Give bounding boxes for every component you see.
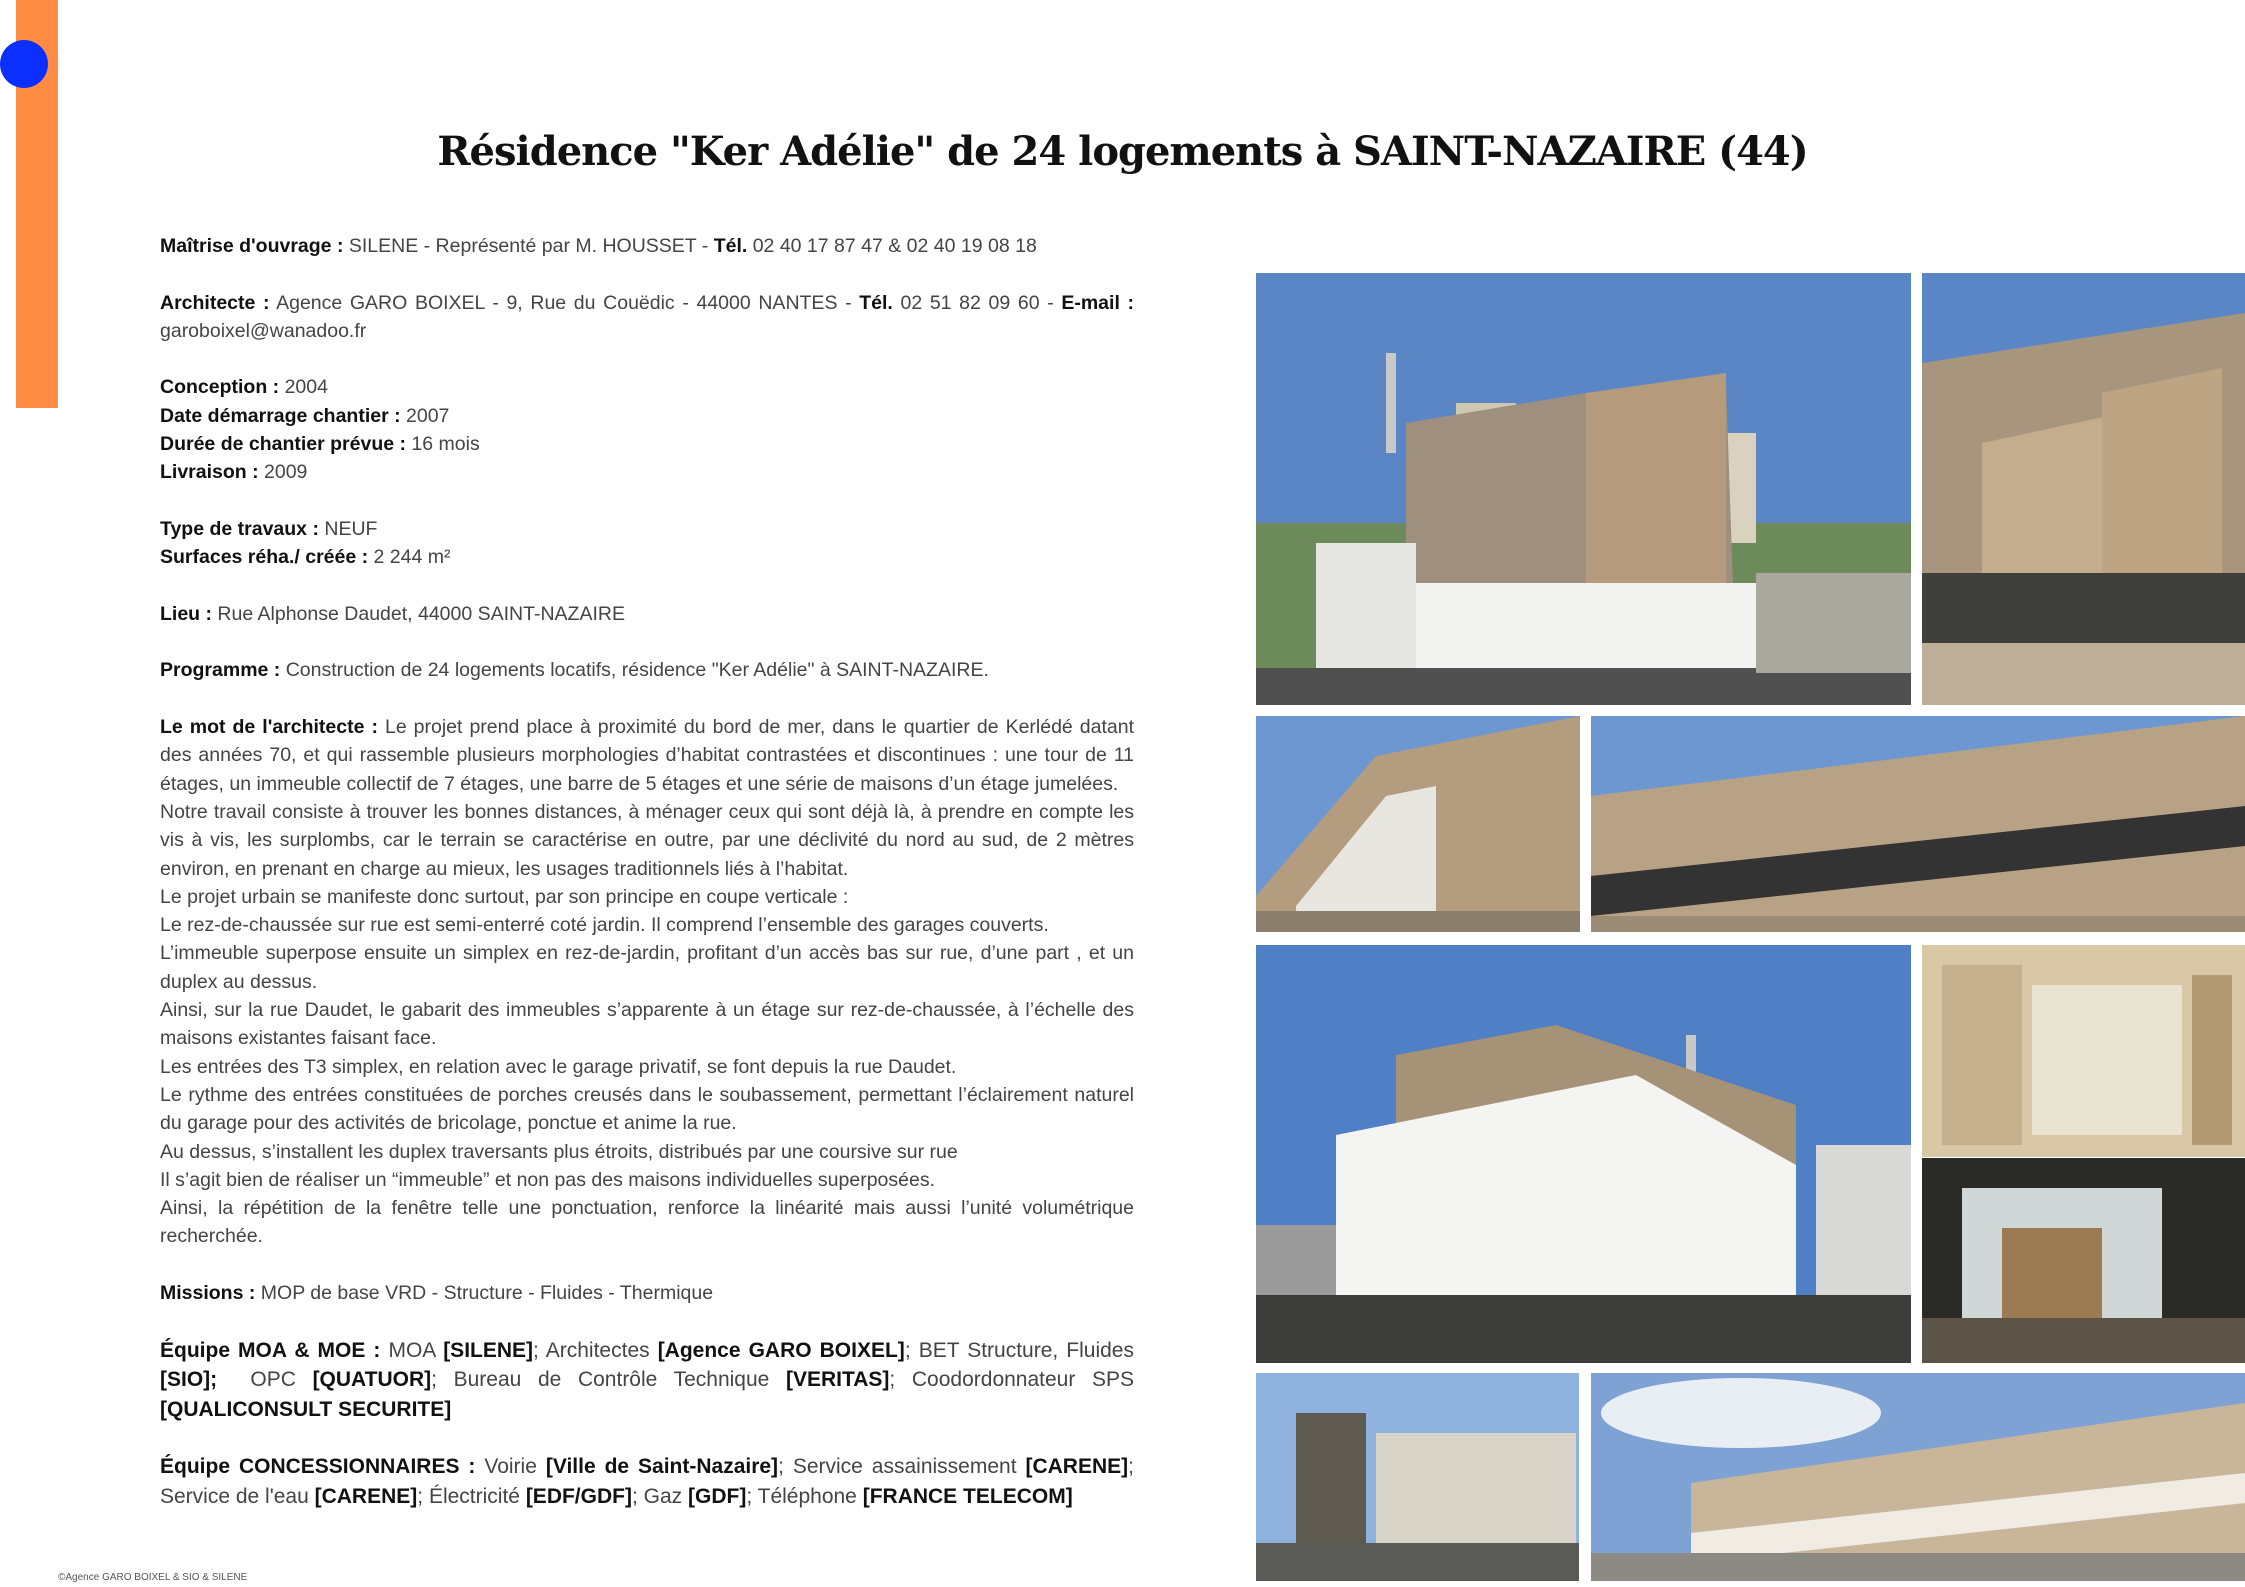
architect-word-intro: Le projet prend place à proximité du bord de mer, dans le quartier de Kerlédé datant des années 70, et qui rassemble plusieurs morphologies d’habitat contrastées et discontinues : une tour de 11 étages, un immeuble collectif de 7 étages, une barre de 5 étages et une série de maisons d’un étage jumelées. xyxy=(160,716,1135,795)
architect-tel-label: Tél. xyxy=(859,291,893,314)
missions-line xyxy=(160,1279,1134,1307)
architect-line xyxy=(160,289,1134,346)
concessionaires-text: ; Électricité xyxy=(417,1484,526,1508)
team-entity: [QUATUOR] xyxy=(312,1368,432,1392)
photo-interior-window xyxy=(1922,945,2245,1157)
team-entity: [VERITAS] xyxy=(785,1368,890,1392)
team-block xyxy=(160,1336,1134,1425)
concessionaires-entity: [FRANCE TELECOM] xyxy=(862,1484,1073,1508)
team-text: ; Architectes xyxy=(533,1338,658,1362)
architect-word-line: Notre travail consiste à trouver les bonnes distances, à ménager ceux qui sont déjà là, à prendre en compte les vis à vis, les surplombs, car le terrain se caractérise en outre, par une déclivité du nord au sud, de 2 mètres environ, en prenant en charge au mieux, les usages traditionnels liés à l’habitat. xyxy=(160,800,1134,880)
architect-word-line: Au dessus, s’installent les duplex traversants plus étroits, distribués par une coursive sur rue xyxy=(160,1140,958,1163)
team-text: ; Coodordonnateur SPS xyxy=(889,1368,1134,1392)
team-text: ; BET Structure, Fluides xyxy=(904,1338,1134,1362)
architect-label: Architecte : xyxy=(160,291,270,314)
photo-wood-facade-long xyxy=(1591,716,2245,932)
missions-label: Missions : xyxy=(160,1281,256,1304)
moa-tel: 02 40 17 87 47 & 02 40 19 08 18 xyxy=(747,235,1037,257)
photo-wood-facade-fence xyxy=(1922,273,2245,705)
delivery-label: Livraison : xyxy=(160,461,259,484)
works-type-label: Type de travaux : xyxy=(160,517,319,540)
concessionaires-entity: [CARENE] xyxy=(1025,1455,1129,1479)
concessionaires-text: ; Gaz xyxy=(631,1484,688,1508)
architect-word-line: Le rythme des entrées constituées de porches creusés dans le soubassement, permettant l’éclairement naturel du garage pour des activités de bricolage, ponctue et anime la rue. xyxy=(160,1083,1134,1135)
concessionaires-entity: [GDF] xyxy=(688,1484,747,1508)
concessionaires-text: ; Service de l'eau xyxy=(160,1455,1134,1508)
place-label: Lieu : xyxy=(160,602,212,625)
copyright-footer: ©Agence GARO BOIXEL & SIO & SILENE xyxy=(58,1572,248,1583)
architect-word-line: Le projet urbain se manifeste donc surtout, par son principe en coupe verticale : xyxy=(160,885,849,908)
team-label: Équipe MOA & MOE : xyxy=(160,1338,381,1362)
delivery-value: 2009 xyxy=(258,461,308,484)
team-entity: [SIO]; xyxy=(160,1368,218,1392)
architect-word-label: Le mot de l'architecte : xyxy=(160,716,378,739)
works-block xyxy=(160,515,1134,572)
project-details xyxy=(160,232,1134,1540)
architect-tel: 02 51 82 09 60 - xyxy=(892,291,1062,314)
team-entity: [SILENE] xyxy=(443,1338,534,1362)
works-type-value: NEUF xyxy=(318,517,378,540)
team-entity: [QUALICONSULT SECURITE] xyxy=(160,1397,452,1421)
place-value: Rue Alphonse Daudet, 44000 SAINT-NAZAIRE xyxy=(212,602,625,625)
team-text: ; Bureau de Contrôle Technique xyxy=(431,1368,786,1392)
place-line xyxy=(160,600,1134,628)
concessionaires-text: ; Service assainissement xyxy=(778,1455,1026,1479)
photo-wood-facade-low-angle xyxy=(1256,716,1580,932)
moa-tel-label: Tél. xyxy=(713,235,748,257)
duration-label: Durée de chantier prévue : xyxy=(160,433,406,456)
surface-label: Surfaces réha./ créée : xyxy=(160,546,369,569)
team-text: OPC xyxy=(217,1368,313,1392)
architect-word-line: Les entrées des T3 simplex, en relation avec le garage privatif, se font depuis la rue Daudet. xyxy=(160,1055,957,1078)
architect-word-line: Ainsi, la répétition de la fenêtre telle une ponctuation, renforce la linéarité mais aussi l’unité volumétrique recherchée. xyxy=(160,1197,1134,1248)
concessionaires-block xyxy=(160,1452,1134,1511)
architect-value: Agence GARO BOIXEL - 9, Rue du Couëdic - 44000 NANTES - xyxy=(269,291,860,314)
page-title: Résidence "Ker Adélie" de 24 logements à SAINT-NAZAIRE (44) xyxy=(437,128,1808,175)
conception-value: 2004 xyxy=(279,376,328,399)
architect-word-line: Il s’agit bien de réaliser un “immeuble” et non pas des maisons individuelles superposées. xyxy=(160,1168,936,1191)
programme-line xyxy=(160,656,1134,684)
moa-line xyxy=(160,232,1134,260)
concessionaires-entity: [EDF/GDF] xyxy=(525,1484,632,1508)
photo-building-corner-view xyxy=(1256,273,1911,705)
concessionaires-entity: [Ville de Saint-Nazaire] xyxy=(545,1455,779,1479)
architect-email: garoboixel@wanadoo.fr xyxy=(160,319,367,342)
photo-interior-terrace xyxy=(1922,1158,2245,1363)
photo-building-white-base xyxy=(1256,945,1911,1363)
architect-word-block xyxy=(160,713,1134,1251)
programme-value: Construction de 24 logements locatifs, résidence "Ker Adélie" à SAINT-NAZAIRE. xyxy=(280,659,989,682)
architect-word-line: L’immeuble superpose ensuite un simplex en rez-de-jardin, profitant d’un accès bas sur rue, d’une part , et un duplex au dessus. xyxy=(160,942,1134,993)
surface-value: 2 244 m² xyxy=(368,546,451,569)
concessionaires-text: Voirie xyxy=(475,1455,546,1479)
team-text: MOA xyxy=(380,1338,444,1362)
concessionaires-label: Équipe CONCESSIONNAIRES : xyxy=(160,1455,476,1479)
dates-block xyxy=(160,373,1134,486)
blue-accent-dot xyxy=(0,40,48,88)
conception-label: Conception : xyxy=(160,376,280,399)
start-label: Date démarrage chantier : xyxy=(160,404,401,427)
moa-label: Maîtrise d'ouvrage : xyxy=(160,235,344,257)
architect-word-line: Ainsi, sur la rue Daudet, le gabarit des immeubles s’apparente à un étage sur rez-de-chaussée, à l’échelle des maisons existantes faisant face. xyxy=(160,999,1134,1050)
duration-value: 16 mois xyxy=(406,433,480,456)
start-value: 2007 xyxy=(400,404,450,427)
architect-email-label: E-mail : xyxy=(1061,291,1135,314)
architect-word-line: Le rez-de-chaussée sur rue est semi-enterré coté jardin. Il comprend l’ensemble des garages couverts. xyxy=(160,914,1049,937)
programme-label: Programme : xyxy=(160,659,281,682)
concessionaires-text: ; Téléphone xyxy=(746,1484,863,1508)
photo-long-facade-clouds xyxy=(1591,1373,2245,1581)
team-entity: [Agence GARO BOIXEL] xyxy=(657,1338,905,1362)
missions-value: MOP de base VRD - Structure - Fluides - Thermique xyxy=(255,1281,714,1304)
moa-value: SILENE - Représenté par M. HOUSSET - xyxy=(343,235,714,257)
photo-street-view xyxy=(1256,1373,1579,1581)
concessionaires-entity: [CARENE] xyxy=(314,1484,418,1508)
